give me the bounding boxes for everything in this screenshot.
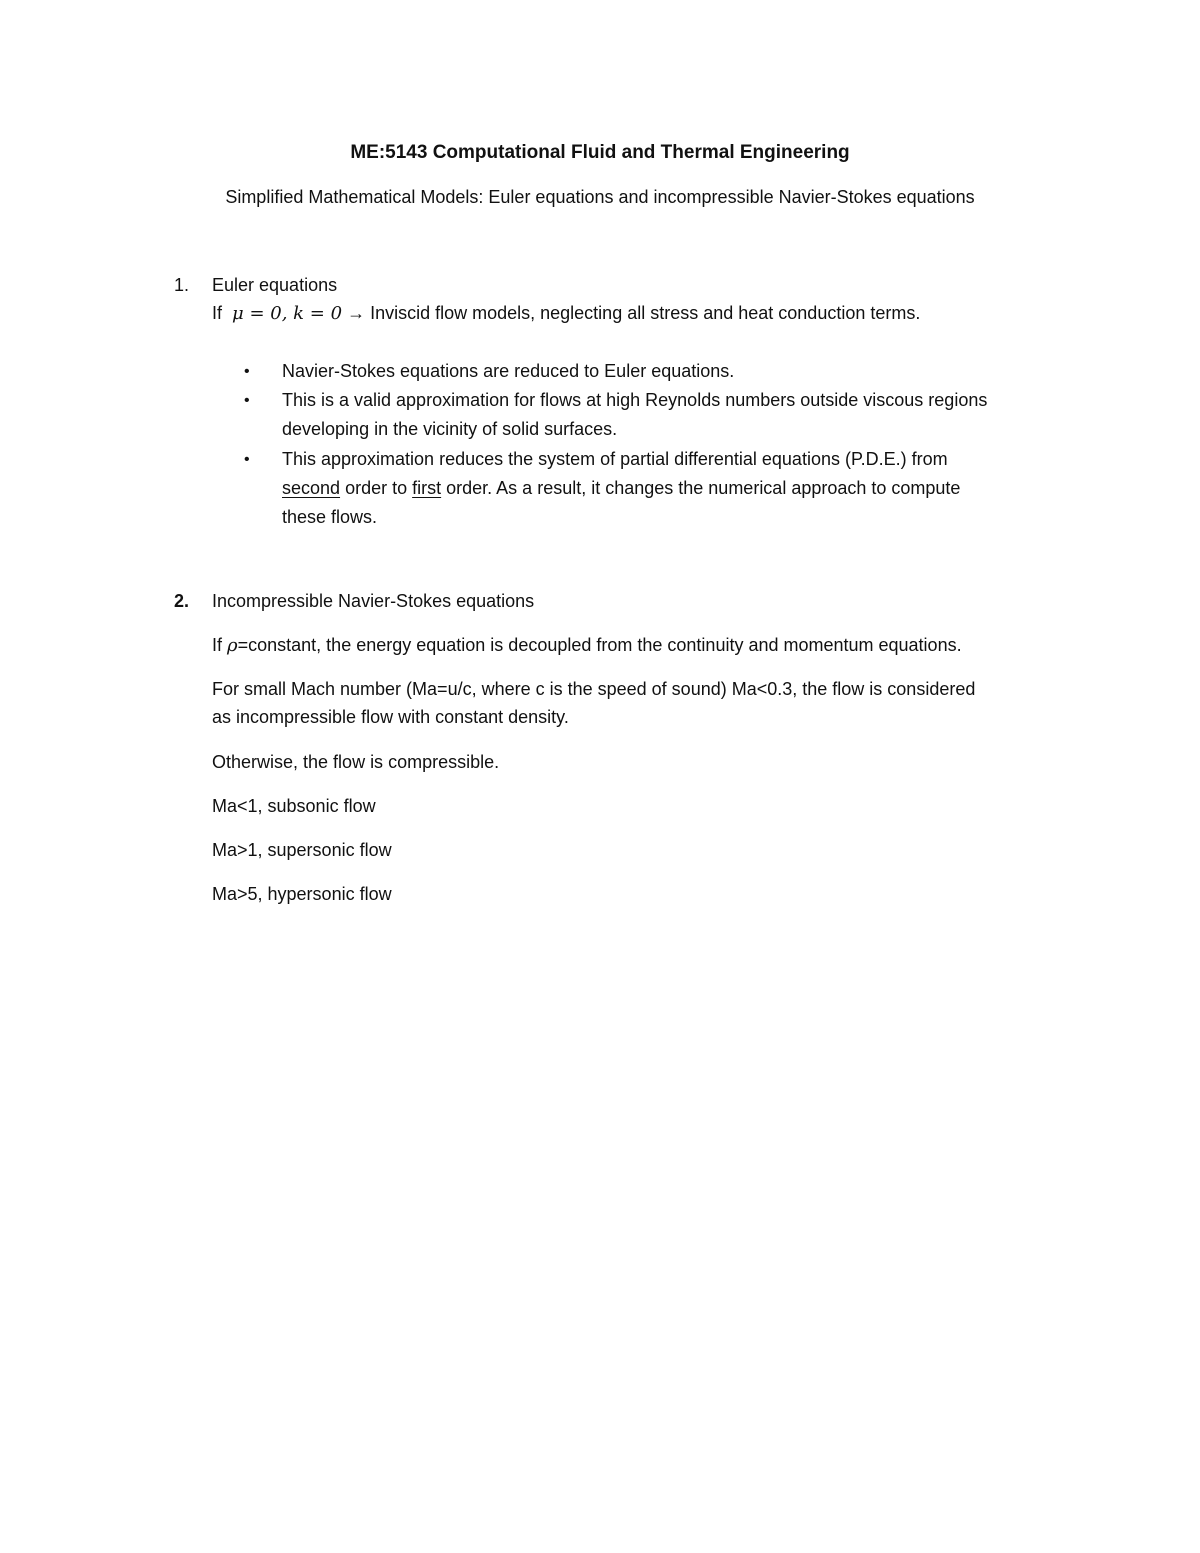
bullet-3-line-1: This approximation reduces the system of partial differential equations (P.D.E.) from — [282, 449, 948, 469]
section-1-number: 1. — [174, 275, 190, 295]
bullet-3-line-2 — [282, 478, 960, 499]
mach-supersonic-line: Ma>1, supersonic flow — [212, 840, 392, 860]
mach-subsonic-line: Ma<1, subsonic flow — [212, 796, 376, 816]
underlined-word-second: second — [282, 478, 341, 498]
bullet-2-line-1: This is a valid approximation for flows at high Reynolds numbers outside viscous regions — [282, 390, 988, 410]
paragraph-1-rest: =constant, the energy equation is decoupled from the continuity and momentum equations. — [237, 635, 962, 655]
arrow-symbol: → — [347, 303, 366, 323]
bullet-marker: • — [244, 392, 250, 409]
section-1-heading: Euler equations — [212, 275, 338, 295]
document-subtitle: Simplified Mathematical Models: Euler equations and incompressible Navier-Stokes equations — [225, 187, 975, 207]
viscosity-conductivity-equation: μ = 0, k = 0 — [232, 303, 343, 324]
bullet-2-line-2: developing in the vicinity of solid surfaces. — [282, 419, 618, 439]
section-1-condition — [212, 303, 920, 324]
underlined-word-first: first — [412, 478, 442, 498]
bullet-marker: • — [244, 363, 250, 380]
section-2-paragraph-3: Otherwise, the flow is compressible. — [212, 752, 500, 772]
section-2-paragraph-2-line-1: For small Mach number (Ma=u/c, where c is the speed of sound) Ma<0.3, the flow is considered — [212, 679, 976, 699]
section-2-heading: Incompressible Navier-Stokes equations — [212, 591, 535, 611]
if-word: If — [212, 635, 223, 655]
bullet-3-line-3: these flows. — [282, 507, 378, 527]
bullet-1-text: Navier-Stokes equations are reduced to Euler equations. — [282, 361, 735, 381]
if-word: If — [212, 303, 223, 323]
section-2-number: 2. — [174, 591, 190, 611]
condition-description: Inviscid flow models, neglecting all stress and heat conduction terms. — [370, 303, 921, 323]
order-to-text: order to — [345, 478, 408, 498]
density-symbol: ρ — [227, 635, 238, 656]
document-title: ME:5143 Computational Fluid and Thermal Engineering — [350, 142, 850, 163]
section-2-paragraph-2-line-2: as incompressible flow with constant density. — [212, 707, 569, 727]
bullet-marker: • — [244, 451, 250, 468]
mach-hypersonic-line: Ma>5, hypersonic flow — [212, 884, 392, 904]
bullet-3-line-2-rest: order. As a result, it changes the numerical approach to compute — [446, 478, 961, 498]
section-2-paragraph-1 — [212, 635, 962, 656]
